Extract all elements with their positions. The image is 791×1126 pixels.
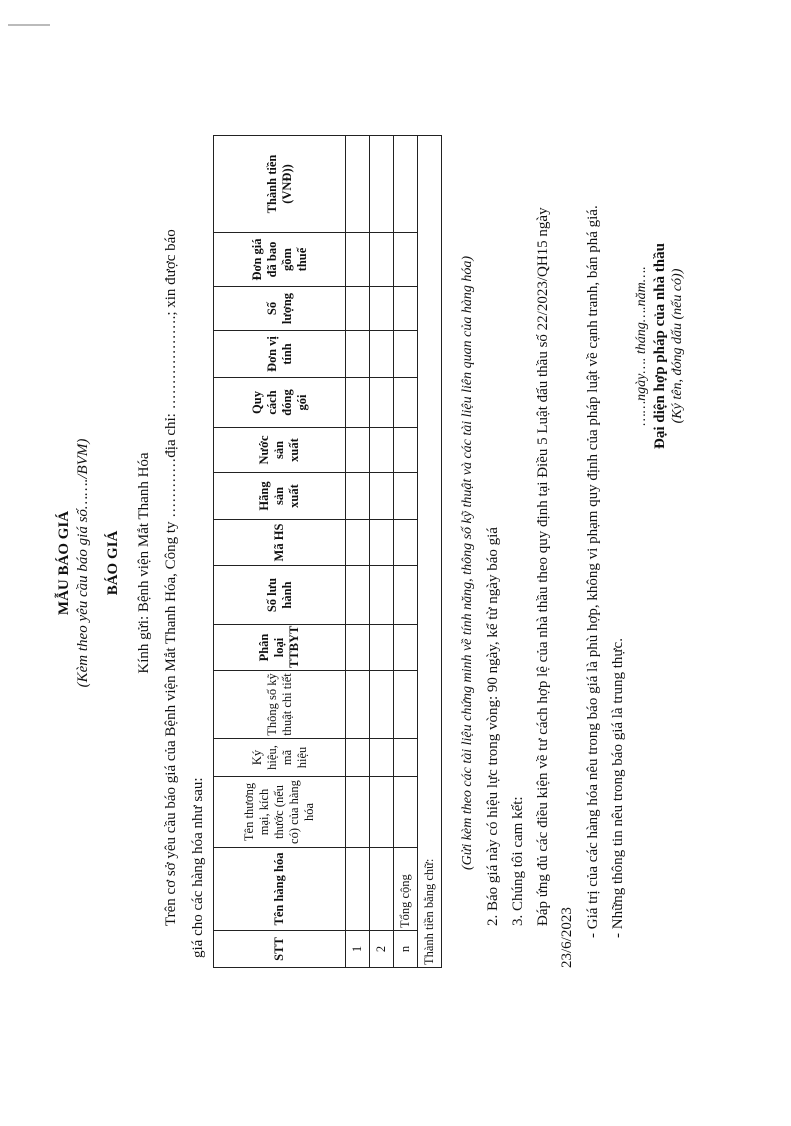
header-stt: STT (214, 931, 346, 968)
table-cell (370, 671, 394, 739)
table-row (346, 136, 370, 968)
table-cell (370, 136, 394, 233)
table-cell (394, 136, 418, 233)
table-cell (394, 287, 418, 331)
total-label: Tổng cộng (394, 848, 418, 931)
table-cell (370, 287, 394, 331)
table-cell (346, 671, 370, 739)
form-title: MẪU BÁO GIÁ (56, 510, 72, 616)
table-cell (394, 625, 418, 671)
table-cell (370, 848, 394, 931)
table-cell (370, 331, 394, 378)
table-cell (394, 428, 418, 473)
table-cell (346, 428, 370, 473)
table-cell (346, 473, 370, 520)
table-cell (346, 331, 370, 378)
header-packaging: Quy cách đóng gói (214, 378, 346, 428)
header-classification: Phân loại TTBYT (214, 625, 346, 671)
table-cell (394, 777, 418, 848)
row-stt: 1 (346, 931, 370, 968)
commitment-heading: 3. Chúng tôi cam kết: (510, 796, 526, 926)
table-cell (346, 739, 370, 777)
header-unit: Đơn vị tính (214, 331, 346, 378)
table-cell (346, 625, 370, 671)
header-unit-price: Đơn giá đã bao gồm thuế (214, 233, 346, 287)
commitment-line-1: Đáp ứng đủ các điều kiện về tư cách hợp lệ của nhà thầu theo quy định tại Điều 5 Luật đấu thầu số 22/2023/QH15 ngày (535, 207, 551, 926)
table-cell (346, 777, 370, 848)
header-symbol: Ký hiệu, mã hiệu (214, 739, 346, 777)
signature-note: (Ký tên, đóng dấu (nếu có)) (670, 268, 685, 424)
table-header-row (214, 136, 346, 968)
header-trade-name: Tên thương mại, kích thước (nếu có) của hàng hóa (214, 777, 346, 848)
header-total: Thành tiền (VNĐ)) (214, 136, 346, 233)
quote-table (213, 135, 442, 968)
header-quantity: Số lượng (214, 287, 346, 331)
intro-line-1: Trên cơ sở yêu cầu báo giá của Bệnh viện Mắt Thanh Hóa, Công ty …………địa chỉ: ……………….; xin được báo (163, 229, 179, 926)
table-cell (370, 777, 394, 848)
table-cell (370, 473, 394, 520)
table-words-row (418, 136, 442, 968)
row-stt: 2 (370, 931, 394, 968)
table-cell (346, 378, 370, 428)
header-item-name: Tên hàng hóa (214, 848, 346, 931)
table-cell (370, 625, 394, 671)
header-manufacturer: Hãng sản xuất (214, 473, 346, 520)
table-cell (346, 566, 370, 625)
table-cell (370, 233, 394, 287)
table-cell (394, 739, 418, 777)
table-cell (370, 739, 394, 777)
row-stt: n (394, 931, 418, 968)
commitment-line-2: 23/6/2023 (559, 907, 575, 968)
validity-clause: 2. Báo giá này có hiệu lực trong vòng: 90 ngày, kể từ ngày báo giá (485, 527, 501, 926)
header-registration: Số lưu hành (214, 566, 346, 625)
intro-line-2: giá cho các hàng hóa như sau: (190, 777, 206, 958)
header-hs-code: Mã HS (214, 520, 346, 566)
commitment-bullet-1: - Giá trị của các hàng hóa nêu trong báo giá là phù hợp, không vi phạm quy định của pháp luật về cạnh tranh, bán phá giá. (585, 205, 601, 938)
table-cell (370, 378, 394, 428)
table-cell (346, 136, 370, 233)
table-cell (346, 287, 370, 331)
table-cell (394, 566, 418, 625)
table-cell (394, 331, 418, 378)
header-specs: Thông số kỹ thuật chi tiết (214, 671, 346, 739)
table-total-row (394, 136, 418, 968)
signature-title: Đại diện hợp pháp của nhà thầu (652, 243, 668, 449)
table-cell (394, 378, 418, 428)
attachment-note: (Gửi kèm theo các tài liệu chứng minh về tính năng, thông số kỹ thuật và các tài liệu liên quan của hàng hóa) (460, 255, 475, 871)
total-in-words-label: Thành tiền bằng chữ: (418, 136, 442, 968)
table-cell (394, 520, 418, 566)
table-cell (394, 671, 418, 739)
table-cell (346, 520, 370, 566)
addressee: Kính gửi: Bệnh viện Mắt Thanh Hóa (136, 452, 152, 674)
table-cell (394, 473, 418, 520)
signature-date: ……ngày…. tháng….năm…. (634, 266, 649, 426)
form-subtitle: (Kèm theo yêu cầu báo giá số……./BVM) (75, 438, 91, 688)
header-country: Nước sản xuất (214, 428, 346, 473)
table-cell (370, 428, 394, 473)
table-cell (370, 566, 394, 625)
document-title: BÁO GIÁ (105, 530, 121, 596)
table-cell (346, 848, 370, 931)
table-cell (346, 233, 370, 287)
table-cell (370, 520, 394, 566)
commitment-bullet-2: - Những thông tin nêu trong báo giá là trung thực. (610, 638, 626, 938)
table-cell (394, 233, 418, 287)
table-row (370, 136, 394, 968)
